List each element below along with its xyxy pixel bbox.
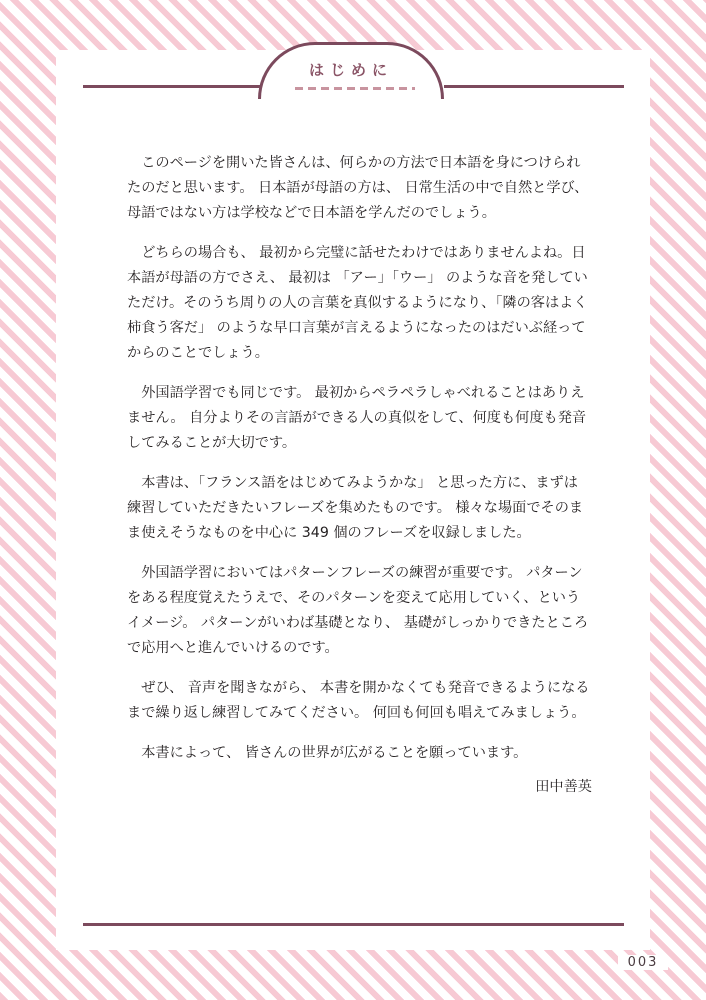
header-rule-right — [444, 85, 624, 88]
paragraph: 外国語学習においてはパターンフレーズの練習が重要です。 パターンをある程度覚えたうえで、そのパターンを変えて応用していく、というイメージ。 パターンがいわば基礎となり、 基礎がしっかりできたところで応用へと進んでいけるのです。 — [127, 565, 589, 656]
paragraph: 本書は、「フランス語をはじめてみようかな」 と思った方に、まずは練習していただきたいフレーズを集めたものです。 様々な場面でそのまま使えそうなものを中心に 349 個のフレーズを収録しました。 — [127, 475, 584, 541]
heading-dashed-underline — [295, 87, 415, 90]
paragraph: ぜひ、 音声を聞きながら、 本書を開かなくても発音できるようになるまで繰り返し練習してみてください。 何回も何回も唱えてみましょう。 — [127, 680, 590, 721]
header-rule-left — [83, 85, 263, 88]
paragraph: どちらの場合も、 最初から完璧に話せたわけではありませんよね。日本語が母語の方でさえ、 最初は 「アー」「ウー」 のような音を発していただけ。そのうち周りの人の言葉を真似するようになり、「隣の客はよく柿食う客だ」 のような早口言葉が言えるようになったのはだいぶ経ってからのことでしょう。 — [127, 245, 588, 361]
body-text — [127, 151, 592, 800]
author-signature: 田中善英 — [535, 779, 592, 795]
paragraph: 外国語学習でも同じです。 最初からペラペラしゃべれることはありえません。 自分よりその言語ができる人の真似をして、何度も何度も発音してみることが大切です。 — [127, 385, 587, 451]
page-card — [56, 50, 650, 950]
footer-rule — [83, 923, 624, 926]
paragraph: 本書によって、 皆さんの世界が広がることを願っています。 — [141, 745, 528, 761]
paragraph: このページを開いた皆さんは、何らかの方法で日本語を身につけられたのだと思います。 日本語が母語の方は、 日常生活の中で自然と学び、母語ではない方は学校などで日本語を学んだのでしょう。 — [127, 155, 589, 221]
page-number: 003 — [618, 955, 668, 970]
page-heading: はじめに — [308, 61, 393, 79]
